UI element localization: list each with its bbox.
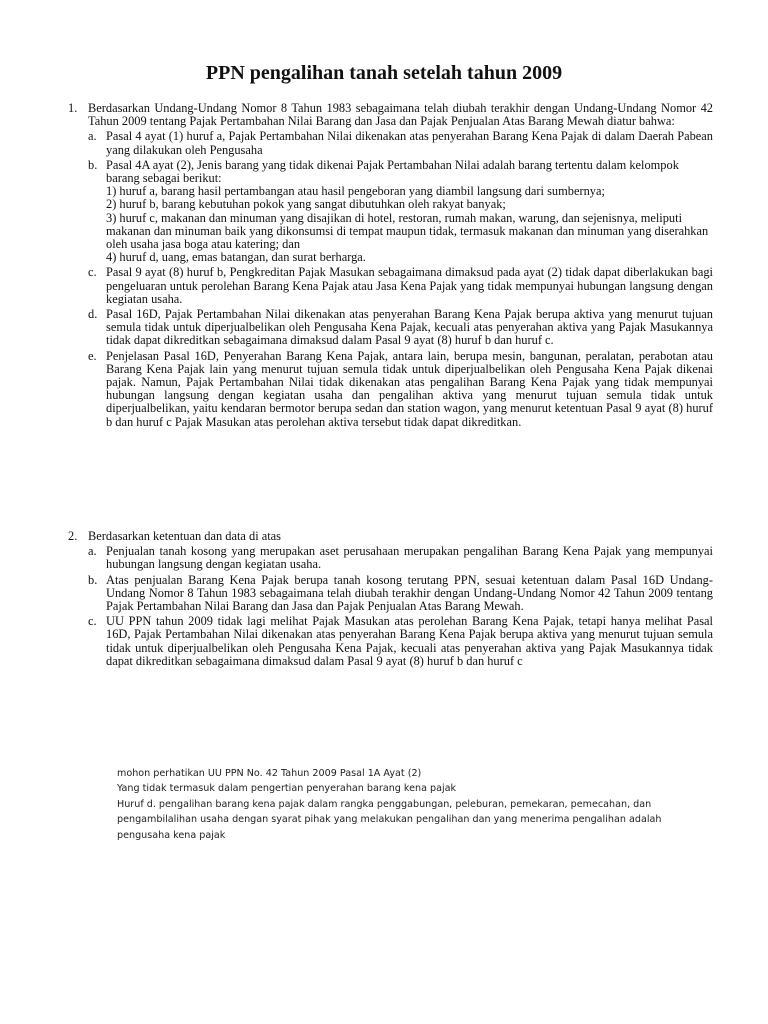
item-label: b. — [88, 157, 98, 172]
item-text: Pasal 16D, Pajak Pertambahan Nilai dikenakan atas penyerahan Barang Kena Pajak berupa aktiva yang menurut tujuan semula tidak untuk diperjualbelikan oleh Pengusaha Kena Pajak, kecuali atas penyerahan aktiva yang Pajak Masukannya tidak dapat dikreditkan sebagaimana dimaksud dalam Pasal 9 ayat (8) huruf b dan huruf c. — [106, 307, 713, 348]
footnote-line: pengusaha kena pajak — [117, 829, 226, 841]
item-text: 4) huruf d, uang, emas batangan, dan surat berharga. — [106, 250, 366, 265]
item-text: Pasal 4 ayat (1) huruf a, Pajak Pertambahan Nilai dikenakan atas penyerahan Barang Kena Pajak di dalam Daerah Pabean yang dilakukan oleh Pengusaha — [106, 129, 713, 157]
list-item — [88, 615, 713, 668]
item-label: c. — [88, 614, 97, 629]
page-title: PPN pengalihan tanah setelah tahun 2009 — [205, 62, 563, 84]
item-label: a. — [88, 544, 97, 559]
footnote-line: Yang tidak termasuk dalam pengertian penyerahan barang kena pajak — [117, 783, 457, 795]
footnote — [117, 766, 717, 843]
item-text: Atas penjualan Barang Kena Pajak berupa tanah kosong terutang PPN, sesuai ketentuan dalam Pasal 16D Undang-Undang Nomor 8 Tahun 1983 sebagaimana telah diubah terakhir dengan Undang-Undang Nomor 42 Tahun 2009 tentang Pajak Pertambahan Nilai Barang dan Jasa dan Pajak Penjualan Atas Barang Mewah. — [106, 572, 713, 614]
item-label: b. — [88, 572, 98, 587]
section-text: Berdasarkan ketentuan dan data di atas — [88, 529, 282, 543]
section-number: 1. — [68, 101, 78, 115]
list-item — [88, 308, 713, 348]
list-item — [88, 266, 713, 306]
list-item — [88, 574, 713, 614]
item-text: Penjelasan Pasal 16D, Penyerahan Barang Kena Pajak, antara lain, berupa mesin, bangunan, peralatan, perabotan atau Barang Kena Pajak lain yang menurut tujuan semula tidak untuk diperjualbelikan oleh Pengusaha Kena Pajak dikenai pajak. Namun, Pajak Pertambahan Nilai tidak dikenakan atas pengalihan Barang Kena Pajak yang tidak mempunyai hubungan langsung dengan kegiatan usaha dan pengalihan aktiva yang menurut tujuan semula tidak untuk diperjualbelikan, yaitu kendaran bermotor berupa sedan dan station wagon, yang menurut ketentuan Pasal 9 ayat (8) huruf b dan huruf c Pajak Masukan atas perolehan aktiva tersebut tidak dapat dikreditkan. — [106, 348, 713, 429]
footnote-line: Huruf d. pengalihan barang kena pajak dalam rangka penggabungan, peleburan, pemekaran, pemecahan, dan — [117, 798, 652, 810]
item-label: d. — [88, 307, 98, 322]
section-1-items — [88, 130, 713, 428]
list-item — [88, 159, 713, 265]
item-label: a. — [88, 129, 97, 144]
section-2 — [68, 530, 713, 670]
item-text: Penjualan tanah kosong yang merupakan aset perusahaan merupakan pengalihan Barang Kena Pajak yang mempunyai hubungan langsung dengan kegiatan usaha. — [106, 544, 713, 572]
section-1 — [68, 102, 713, 431]
item-label: e. — [88, 348, 97, 363]
list-item — [88, 130, 713, 156]
item-label: c. — [88, 265, 97, 280]
item-text: 1) huruf a, barang hasil pertambangan atau hasil pengeboran yang diambil langsung dari sumbernya; — [106, 184, 605, 199]
footnote-line: pengambilalihan usaha dengan syarat pihak yang melakukan pengalihan dan yang menerima pengalihan adalah — [117, 814, 662, 826]
section-number: 2. — [68, 529, 78, 543]
section-text: Berdasarkan Undang-Undang Nomor 8 Tahun 1983 sebagaimana telah diubah terakhir dengan Undang-Undang Nomor 42 Tahun 2009 tentang Pajak Pertambahan Nilai Barang dan Jasa dan Pajak Penjualan Atas Barang Mewah diatur bahwa: — [88, 101, 713, 129]
section-2-items — [88, 545, 713, 668]
item-text: 3) huruf c, makanan dan minuman yang disajikan di hotel, restoran, rumah makan, warung, dan sejenisnya, meliputi makanan dan minuman baik yang dikonsumsi di tempat maupun tidak, termasuk makanan dan minuman yang diserahkan oleh usaha jasa boga atau katering; dan — [106, 210, 709, 252]
item-text: Pasal 9 ayat (8) huruf b, Pengkreditan Pajak Masukan sebagaimana dimaksud pada ayat (2) tidak dapat diberlakukan bagi pengeluaran untuk perolehan Barang Kena Pajak atau Jasa Kena Pajak yang tidak mempunyai hubungan langsung dengan kegiatan usaha. — [106, 265, 713, 306]
item-text: UU PPN tahun 2009 tidak lagi melihat Pajak Masukan atas perolehan Barang Kena Pajak, tetapi hanya melihat Pasal 16D, Pajak Pertambahan Nilai dikenakan atas penyerahan Barang Kena Pajak berupa aktiva yang menurut tujuan semula tidak untuk diperjualbelikan oleh Pengusaha Kena Pajak, kecuali atas penyerahan aktiva yang Pajak Masukannya tidak dapat dikreditkan sebagaimana dimaksud dalam Pasal 9 ayat (8) huruf b dan huruf c — [106, 614, 713, 668]
footnote-line: mohon perhatikan UU PPN No. 42 Tahun 2009 Pasal 1A Ayat (2) — [117, 768, 422, 779]
list-item — [88, 350, 713, 429]
list-item — [88, 545, 713, 571]
item-text: Pasal 4A ayat (2), Jenis barang yang tidak dikenai Pajak Pertambahan Nilai adalah barang tertentu dalam kelompok barang sebagai berikut: — [106, 157, 679, 186]
item-text: 2) huruf b, barang kebutuhan pokok yang sangat dibutuhkan oleh rakyat banyak; — [106, 197, 506, 212]
